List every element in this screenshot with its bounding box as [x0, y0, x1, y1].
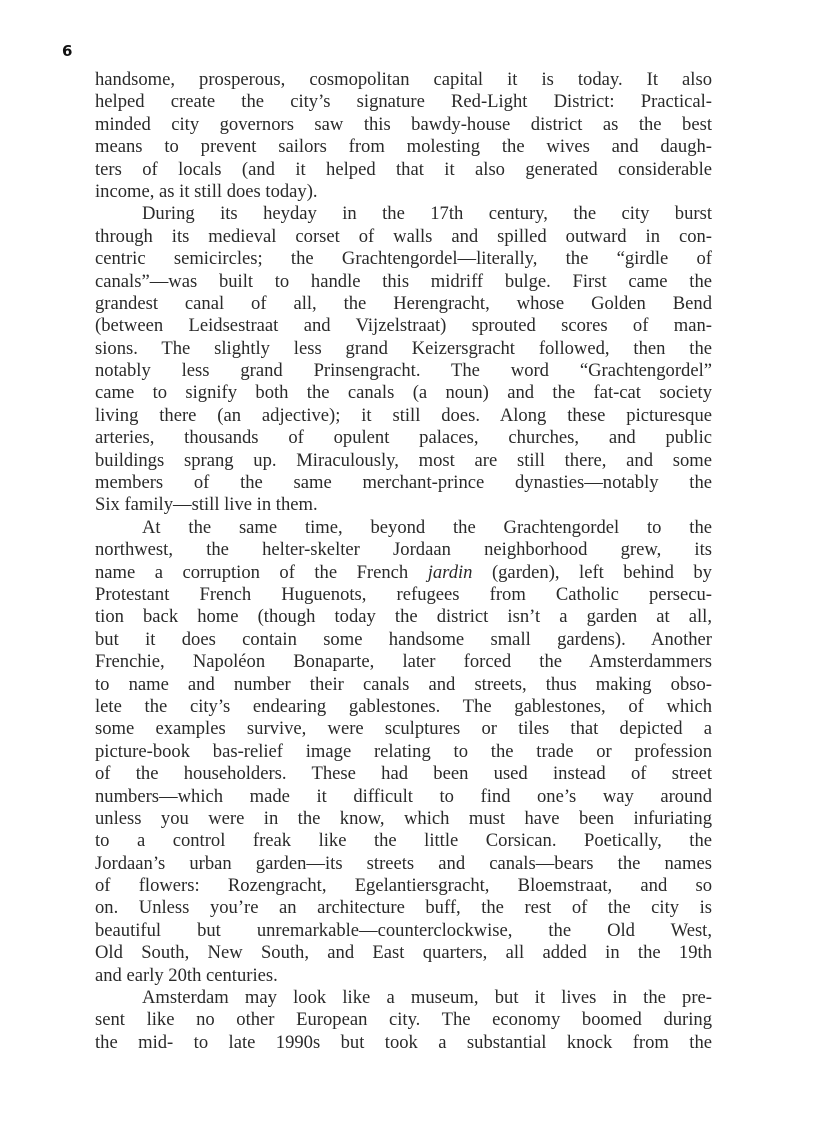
italic-term: jardin: [427, 561, 473, 583]
text-line: living there (an adjective); it still does. Along these picturesque: [95, 404, 712, 426]
text-line: buildings sprang up. Miraculously, most are still there, and some: [95, 449, 712, 471]
text-line: unless you were in the know, which must have been infuriating: [95, 807, 712, 829]
text-line: lete the city’s endearing gablestones. The gablestones, of which: [95, 695, 712, 717]
text-line: of the householders. These had been used instead of street: [95, 763, 712, 785]
text-line: tion back home (though today the district isn’t a garden at all,: [95, 606, 712, 628]
text-line: but it does contain some handsome small gardens). Another: [95, 628, 712, 650]
text-line: Amsterdam may look like a museum, but it lives in the pre-: [142, 987, 712, 1009]
text-line: sent like no other European city. The economy boomed during: [95, 1009, 712, 1031]
text-line: ters of locals (and it helped that it also generated considerable: [95, 158, 712, 180]
text-line: income, as it still does today).: [95, 180, 318, 202]
text-line: During its heyday in the 17th century, the city burst: [142, 203, 712, 225]
paragraph: [95, 987, 712, 1054]
text-line: picture-book bas-relief image relating to the trade or profession: [95, 740, 712, 762]
paragraph: [95, 203, 712, 516]
text-line: numbers—which made it difficult to find one’s way around: [95, 785, 712, 807]
text-line: through its medieval corset of walls and spilled outward in con-: [95, 225, 712, 247]
text-line: means to prevent sailors from molesting the wives and daugh-: [95, 136, 712, 158]
text-line: on. Unless you’re an architecture buff, the rest of the city is: [95, 897, 712, 919]
text-line: of flowers: Rozengracht, Egelantiersgracht, Bloemstraat, and so: [95, 875, 712, 897]
text-line: handsome, prosperous, cosmopolitan capital it is today. It also: [95, 69, 712, 90]
text-line: the mid- to late 1990s but took a substantial knock from the: [95, 1031, 712, 1053]
text-line: minded city governors saw this bawdy-house district as the best: [95, 113, 712, 135]
text-line: centric semicircles; the Grachtengordel—literally, the “girdle of: [95, 248, 712, 270]
text-line: (between Leidsestraat and Vijzelstraat) sprouted scores of man-: [95, 315, 712, 337]
text-line: Frenchie, Napoléon Bonaparte, later forced the Amsterdammers: [95, 651, 712, 673]
text-line: came to signify both the canals (a noun) and the fat-cat society: [95, 382, 712, 404]
text-line: helped create the city’s signature Red-Light District: Practical-: [95, 91, 712, 113]
paragraph: [95, 517, 712, 987]
text-line: Six family—still live in them.: [95, 494, 318, 516]
text-line: northwest, the helter-skelter Jordaan neighborhood grew, its: [95, 539, 712, 561]
text-line: Protestant French Huguenots, refugees from Catholic persecu-: [95, 583, 712, 605]
text-line: notably less grand Prinsengracht. The word “Grachtengordel”: [95, 360, 712, 382]
text-line: Jordaan’s urban garden—its streets and canals—bears the names: [95, 852, 712, 874]
text-line: members of the same merchant-prince dynasties—notably the: [95, 472, 712, 494]
text-line: beautiful but unremarkable—counterclockwise, the Old West,: [95, 919, 712, 941]
text-line: and early 20th centuries.: [95, 964, 278, 986]
text-line: some examples survive, were sculptures or tiles that depicted a: [95, 718, 712, 740]
text-line: name a corruption of the French jardin (garden), left behind by: [95, 561, 712, 583]
text-line: At the same time, beyond the Grachtengordel to the: [142, 516, 712, 538]
page-number: 6: [62, 42, 73, 60]
text-line: sions. The slightly less grand Keizersgracht followed, then the: [95, 337, 712, 359]
text-line: to a control freak like the little Corsican. Poetically, the: [95, 830, 712, 852]
text-line: grandest canal of all, the Herengracht, whose Golden Bend: [95, 292, 712, 314]
body-text: [95, 69, 712, 1054]
text-line: to name and number their canals and streets, thus making obso-: [95, 673, 712, 695]
text-line: Old South, New South, and East quarters, all added in the 19th: [95, 942, 712, 964]
text-line: canals”—was built to handle this midriff bulge. First came the: [95, 270, 712, 292]
paragraph: [95, 69, 712, 203]
text-line: arteries, thousands of opulent palaces, churches, and public: [95, 427, 712, 449]
